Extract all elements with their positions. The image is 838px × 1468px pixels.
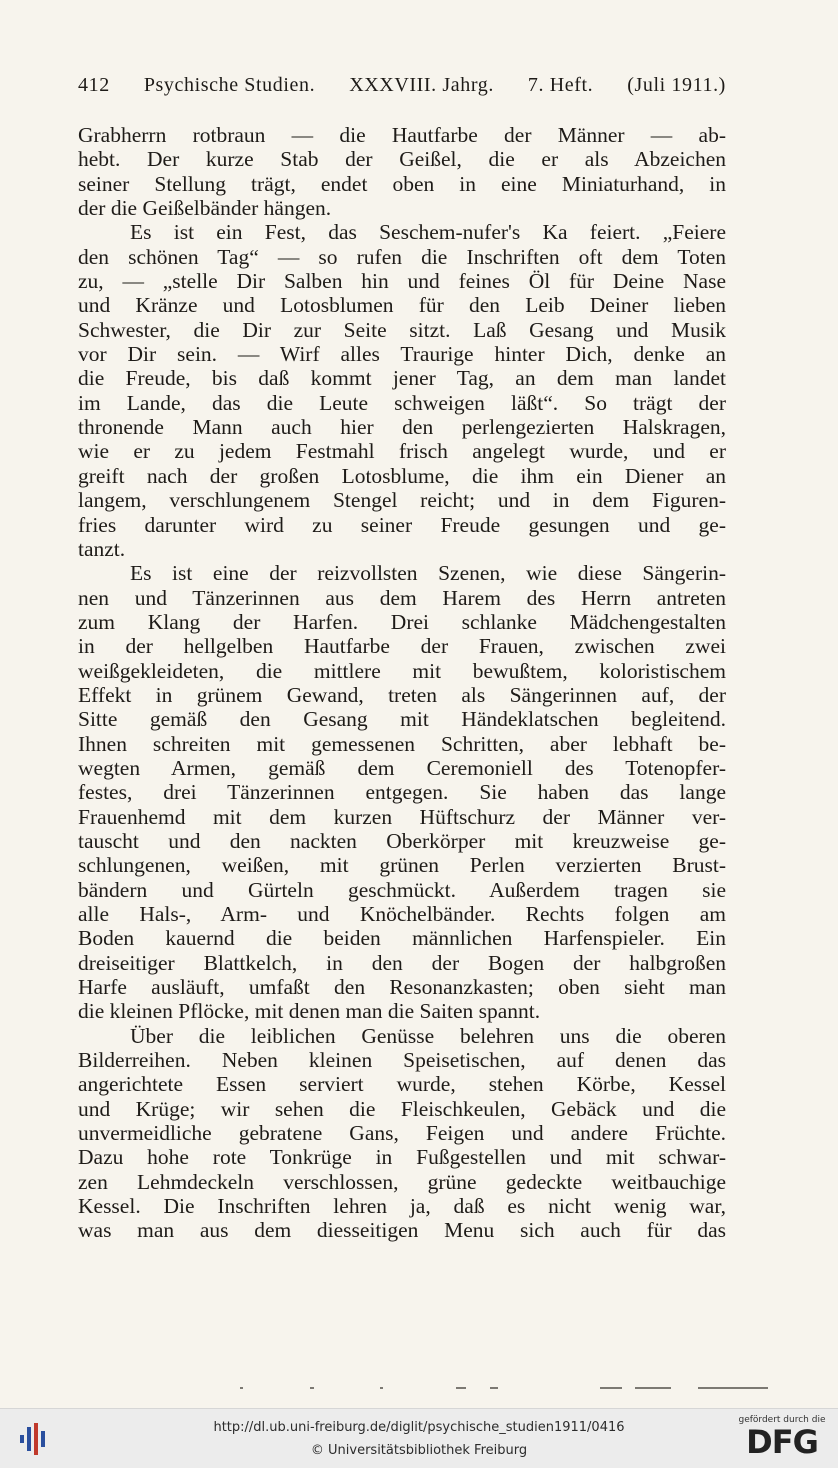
- text-line: Schwester, die Dir zur Seite sitzt. Laß Gesang und Musik: [78, 317, 726, 342]
- volume-label: XXXVIII. Jahrg.: [349, 74, 494, 96]
- dfg-caption: gefördert durch die: [738, 1415, 826, 1425]
- text-line: weißgekleideten, die mittlere mit bewußtem, koloristischem: [78, 658, 726, 683]
- dfg-logo: [736, 1415, 828, 1465]
- text-line: die kleinen Pflöcke, mit denen man die Saiten spannt.: [78, 999, 541, 1024]
- text-line: Es ist eine der reizvollsten Szenen, wie diese Sängerin-: [130, 561, 726, 586]
- text-line: Frauenhemd mit dem kurzen Hüftschurz der Männer ver-: [78, 804, 726, 829]
- scan-artifacts: [240, 1385, 780, 1391]
- text-line: seiner Stellung trägt, endet oben in eine Miniaturhand, in: [78, 171, 726, 196]
- issue-label: 7. Heft.: [527, 74, 594, 96]
- text-line: Über die leiblichen Genüsse belehren uns die oberen: [130, 1023, 726, 1048]
- text-line: wegten Armen, gemäß dem Ceremoniell des Totenopfer-: [78, 755, 726, 780]
- text-line: festes, drei Tänzerinnen entgegen. Sie haben das lange: [78, 780, 726, 805]
- text-line: Ihnen schreiten mit gemessenen Schritten, aber lebhaft be-: [78, 731, 726, 756]
- copyright-notice: © Universitätsbibliothek Freiburg: [310, 1443, 528, 1458]
- text-line: die Freude, bis daß kommt jener Tag, an dem man landet: [78, 366, 726, 391]
- text-line: zu, — „stelle Dir Salben hin und feines Öl für Deine Nase: [78, 269, 726, 294]
- text-line: wie er zu jedem Festmahl frisch angelegt wurde, und er: [78, 439, 726, 464]
- text-line: alle Hals-, Arm- und Knöchelbänder. Rechts folgen am: [78, 902, 726, 926]
- text-line: was man aus dem diesseitigen Menu sich auch für das: [78, 1218, 726, 1243]
- text-line: dreiseitiger Blattkelch, in den der Bogen der halbgroßen: [78, 950, 726, 975]
- page-number: 412: [78, 74, 110, 96]
- text-line: Es ist ein Fest, das Seschem-nufer's Ka feiert. „Feiere: [130, 220, 726, 245]
- text-line: schlungenen, weißen, mit grünen Perlen verzierten Brust-: [78, 853, 726, 878]
- text-line: der die Geißelbänder hängen.: [78, 196, 332, 221]
- issue-date: (Juli 1911.): [627, 74, 726, 96]
- text-line: und Krüge; wir sehen die Fleischkeulen, Gebäck und die: [78, 1096, 726, 1121]
- text-line: greift nach der großen Lotosblume, die ihm ein Diener an: [78, 463, 726, 488]
- text-line: vor Dir sein. — Wirf alles Traurige hinter Dich, denke an: [78, 342, 726, 367]
- text-line: Effekt in grünem Gewand, treten als Sängerinnen auf, der: [78, 682, 726, 707]
- dfg-logo-mark: DFG: [746, 1423, 818, 1461]
- text-line: tanzt.: [78, 536, 126, 561]
- text-line: unvermeidliche gebratene Gans, Feigen und andere Früchte.: [78, 1121, 726, 1146]
- running-head: [78, 74, 726, 104]
- text-line: Harfe ausläuft, umfaßt den Resonanzkasten; oben sieht man: [78, 975, 726, 1000]
- text-line: langem, verschlungenem Stengel reicht; und in dem Figuren-: [78, 488, 726, 513]
- text-line: Kessel. Die Inschriften lehren ja, daß es nicht wenig war,: [78, 1194, 726, 1219]
- library-footer: [0, 1408, 838, 1468]
- text-line: fries darunter wird zu seiner Freude gesungen und ge-: [78, 512, 726, 537]
- text-line: thronende Mann auch hier den perlengezierten Halskragen,: [78, 415, 726, 440]
- text-line: Grabherrn rotbraun — die Hautfarbe der Männer — ab-: [78, 123, 726, 147]
- text-line: den schönen Tag“ — so rufen die Inschriften oft dem Toten: [78, 244, 726, 269]
- text-line: zen Lehmdeckeln verschlossen, grüne gedeckte weitbauchige: [78, 1169, 726, 1194]
- text-line: nen und Tänzerinnen aus dem Harem des Herrn antreten: [78, 585, 726, 610]
- body-text: [78, 123, 726, 1243]
- text-line: im Lande, das die Leute schweigen läßt“. So trägt der: [78, 390, 726, 415]
- text-line: angerichtete Essen serviert wurde, stehen Körbe, Kessel: [78, 1072, 726, 1097]
- text-line: und Kränze und Lotosblumen für den Leib Deiner lieben: [78, 293, 726, 318]
- text-line: bändern und Gürteln geschmückt. Außerdem tragen sie: [78, 877, 726, 902]
- text-line: Boden kauernd die beiden männlichen Harfenspieler. Ein: [78, 926, 726, 951]
- text-line: Bilderreihen. Neben kleinen Speisetischen, auf denen das: [78, 1048, 726, 1073]
- text-line: in der hellgelben Hautfarbe der Frauen, zwischen zwei: [78, 634, 726, 659]
- text-line: zum Klang der Harfen. Drei schlanke Mädchengestalten: [78, 609, 726, 634]
- text-line: Dazu hohe rote Tonkrüge in Fußgestellen und mit schwar-: [78, 1145, 726, 1170]
- journal-title: Psychische Studien.: [143, 74, 316, 96]
- text-line: hebt. Der kurze Stab der Geißel, die er als Abzeichen: [78, 147, 726, 172]
- text-line: tauscht und den nackten Oberkörper mit kreuzweise ge-: [78, 828, 726, 853]
- text-line: Sitte gemäß den Gesang mit Händeklatschen begleitend.: [78, 707, 726, 732]
- source-url-link[interactable]: http://dl.ub.uni-freiburg.de/diglit/psychische_studien1911/0416: [213, 1420, 625, 1435]
